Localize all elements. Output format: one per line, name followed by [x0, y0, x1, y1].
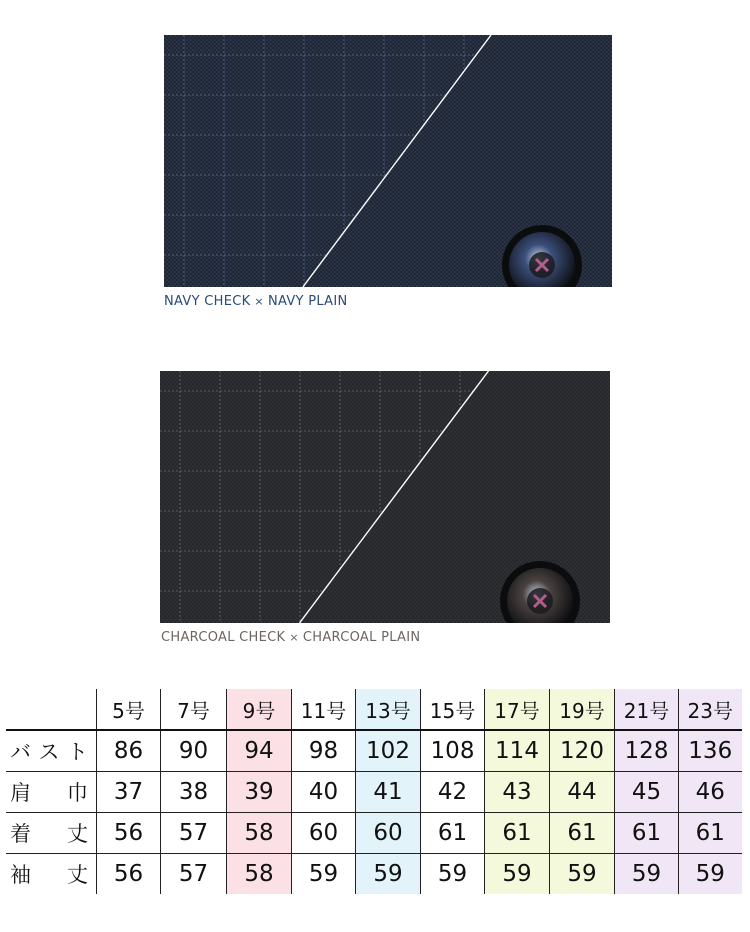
- measurement-label: [6, 730, 97, 772]
- size-chart-table: [6, 689, 742, 894]
- measurement-value: 98: [292, 730, 356, 772]
- measurement-value: 42: [421, 772, 485, 813]
- measurement-label-text: 肩巾: [10, 781, 88, 805]
- measurement-value: 37: [97, 772, 161, 813]
- measurement-value: 56: [97, 854, 161, 895]
- measurement-value: 58: [227, 854, 292, 895]
- measurement-value: 59: [485, 854, 550, 895]
- measurement-value: 108: [421, 730, 485, 772]
- charcoal-plain-label: CHARCOAL PLAIN: [302, 630, 421, 645]
- navy-plain-label: NAVY PLAIN: [267, 294, 348, 309]
- measurement-value: 59: [679, 854, 742, 895]
- measurement-label-text: バスト: [10, 740, 88, 764]
- navy-swatch-caption: [164, 294, 348, 309]
- measurement-value: 61: [550, 813, 615, 854]
- size-header-cell: 21号: [615, 689, 679, 730]
- measurement-value: 114: [485, 730, 550, 772]
- size-header-cell: 7号: [161, 689, 227, 730]
- table-row: [6, 813, 742, 854]
- navy-fabric-graphic: [164, 35, 612, 287]
- measurement-value: 61: [485, 813, 550, 854]
- size-header-cell: 13号: [356, 689, 421, 730]
- measurement-value: 45: [615, 772, 679, 813]
- measurement-value: 57: [161, 854, 227, 895]
- measurement-value: 60: [292, 813, 356, 854]
- measurement-value: 59: [356, 854, 421, 895]
- measurement-value: 86: [97, 730, 161, 772]
- measurement-value: 59: [292, 854, 356, 895]
- navy-check-label: NAVY CHECK: [164, 294, 251, 309]
- size-header-cell: 19号: [550, 689, 615, 730]
- size-header-cell: 9号: [227, 689, 292, 730]
- measurement-value: 59: [421, 854, 485, 895]
- measurement-value: 102: [356, 730, 421, 772]
- measurement-value: 90: [161, 730, 227, 772]
- measurement-value: 43: [485, 772, 550, 813]
- measurement-label-text: 袖丈: [10, 863, 88, 887]
- measurement-value: 120: [550, 730, 615, 772]
- measurement-value: 38: [161, 772, 227, 813]
- measurement-value: 61: [679, 813, 742, 854]
- measurement-value: 58: [227, 813, 292, 854]
- measurement-label: [6, 854, 97, 895]
- measurement-value: 59: [615, 854, 679, 895]
- table-row: [6, 772, 742, 813]
- measurement-value: 61: [615, 813, 679, 854]
- measurement-value: 39: [227, 772, 292, 813]
- navy-fabric-swatch: [164, 35, 612, 287]
- size-header-row: [6, 689, 742, 730]
- measurement-value: 40: [292, 772, 356, 813]
- table-row: [6, 730, 742, 772]
- size-header-cell: 17号: [485, 689, 550, 730]
- measurement-label-text: 着丈: [10, 822, 88, 846]
- size-header-cell: 15号: [421, 689, 485, 730]
- charcoal-swatch-caption: [161, 630, 420, 645]
- measurement-value: 136: [679, 730, 742, 772]
- charcoal-fabric-graphic: [160, 371, 610, 623]
- size-header-cell: 11号: [292, 689, 356, 730]
- table-corner: [6, 689, 97, 730]
- measurement-value: 41: [356, 772, 421, 813]
- caption-separator: ×: [289, 631, 299, 644]
- measurement-value: 61: [421, 813, 485, 854]
- table-row: [6, 854, 742, 895]
- measurement-value: 57: [161, 813, 227, 854]
- measurement-value: 56: [97, 813, 161, 854]
- measurement-value: 128: [615, 730, 679, 772]
- measurement-label: [6, 772, 97, 813]
- charcoal-fabric-swatch: [160, 371, 610, 623]
- size-header-cell: 23号: [679, 689, 742, 730]
- measurement-label: [6, 813, 97, 854]
- caption-separator: ×: [254, 295, 264, 308]
- size-header-cell: 5号: [97, 689, 161, 730]
- measurement-value: 46: [679, 772, 742, 813]
- measurement-value: 44: [550, 772, 615, 813]
- measurement-value: 59: [550, 854, 615, 895]
- measurement-value: 60: [356, 813, 421, 854]
- measurement-value: 94: [227, 730, 292, 772]
- charcoal-check-label: CHARCOAL CHECK: [161, 630, 286, 645]
